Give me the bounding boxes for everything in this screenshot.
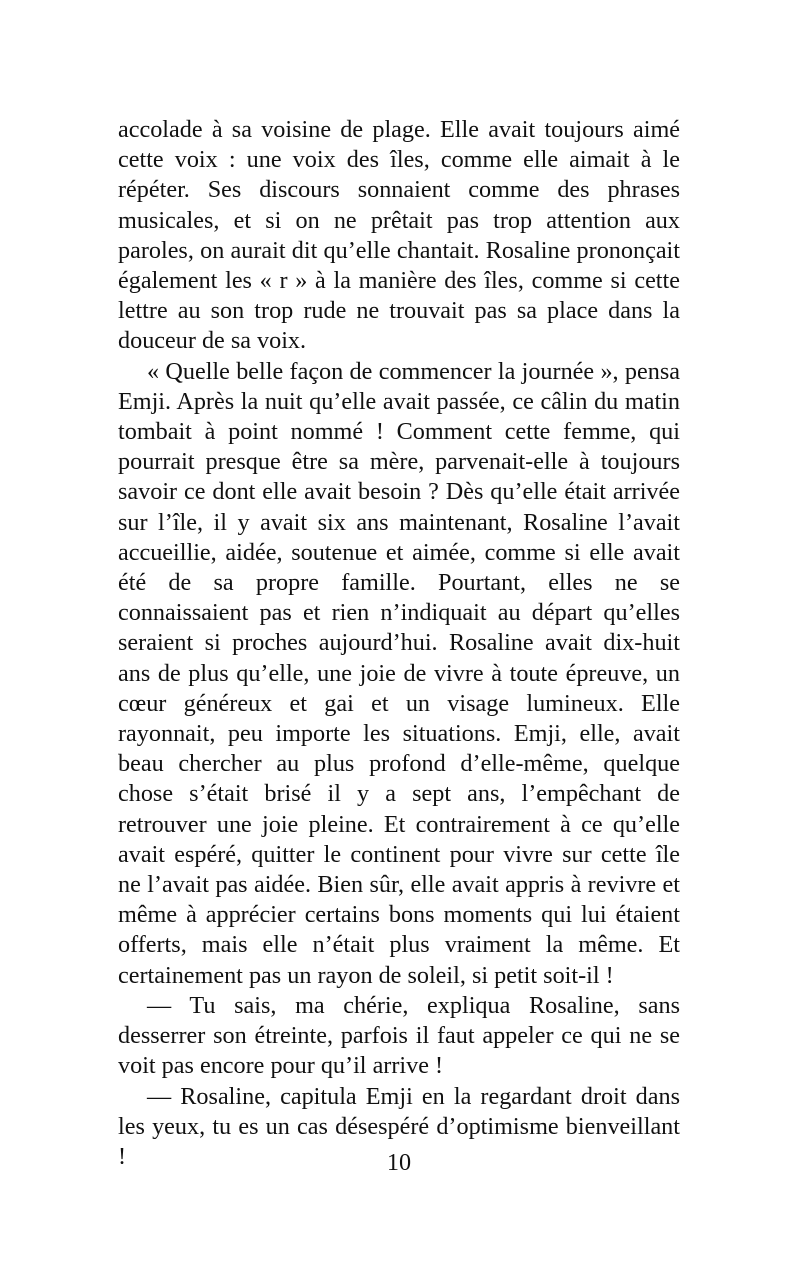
dialogue-paragraph: — Rosaline, capitula Emji en la regardant droit dans les yeux, tu es un cas désespéré d’optimisme bienveillant !: [118, 1082, 680, 1170]
paragraph: « Quelle belle façon de commencer la journée », pensa Emji. Après la nuit qu’elle avait passée, ce câlin du matin tombait à point nommé ! Comment cette femme, qui pourrait presque être sa mère, parvenait-elle à toujours savoir ce dont elle avait besoin ? Dès qu’elle était arrivée sur l’île, il y avait six ans maintenant, Rosaline l’avait accueillie, aidée, soutenue et aimée, comme si elle avait été de sa propre famille. Pourtant, elles ne se connaissaient pas et rien n’indiquait au départ qu’elles seraient si proches aujourd’hui. Rosaline avait dix-huit ans de plus qu’elle, une joie de vivre à toute épreuve, un cœur généreux et gai et un visage lumineux. Elle rayonnait, peu importe les situations. Emji, elle, avait beau chercher au plus profond d’elle-même, quelque chose s’était brisé il y a sept ans, l’empêchant de retrouver une joie pleine. Et contrairement à ce qu’elle avait espéré, quitter le continent pour vivre sur cette île ne l’avait pas aidée. Bien sûr, elle avait appris à revivre et même à apprécier certains bons moments qui lui étaient offerts, mais elle n’était plus vraiment la même. Et certainement pas un rayon de soleil, si petit soit-il !: [118, 357, 680, 989]
page-number: 10: [386, 1149, 412, 1176]
dialogue-paragraph: — Tu sais, ma chérie, expliqua Rosaline, sans desserrer son étreinte, parfois il faut appeler ce qui ne se voit pas encore pour qu’il arrive !: [118, 991, 680, 1080]
paragraph-continuation: accolade à sa voisine de plage. Elle avait toujours aimé cette voix : une voix des îles, comme elle aimait à le répéter. Ses discours sonnaient comme des phrases musicales, et si on ne prêtait pas trop attention aux paroles, on aurait dit qu’elle chantait. Rosaline prononçait également les « r » à la manière des îles, comme si cette lettre au son trop rude ne trouvait pas sa place dans la douceur de sa voix.: [118, 116, 680, 355]
body-text: [118, 115, 680, 1172]
